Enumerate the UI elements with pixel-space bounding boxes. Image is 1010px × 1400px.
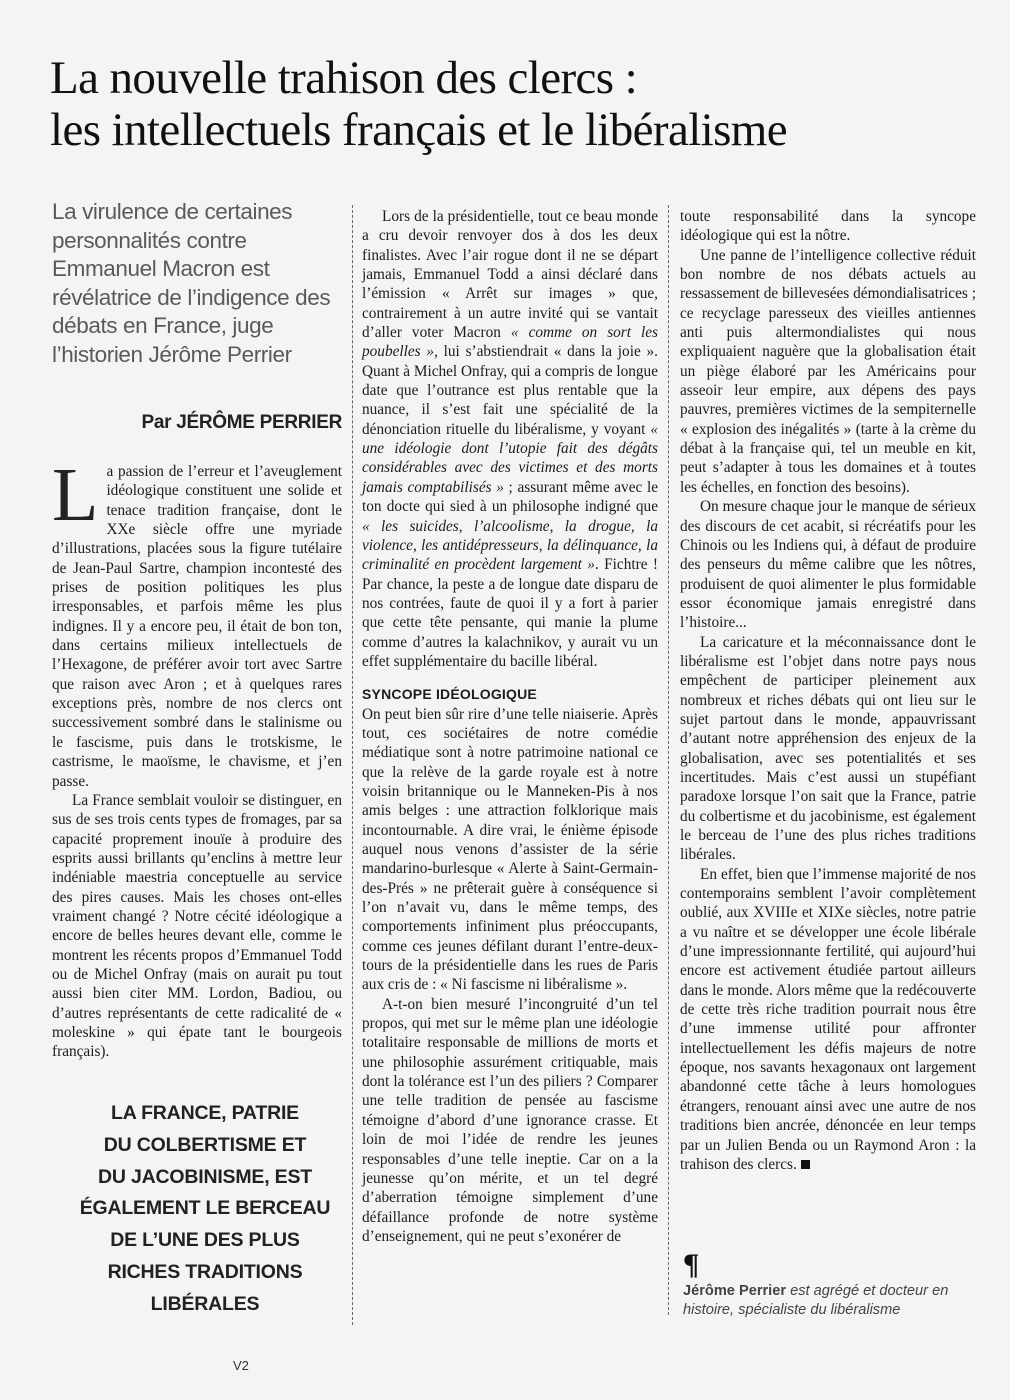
drop-cap: L — [52, 453, 99, 537]
page-number: V2 — [233, 1358, 249, 1373]
article-column-2 — [362, 207, 658, 1246]
pull-quote-line: LA FRANCE, PATRIE — [111, 1102, 299, 1124]
pull-quote — [60, 1098, 350, 1321]
pilcrow-icon: ¶ — [683, 1248, 700, 1281]
column-divider-1 — [352, 205, 353, 1325]
section-subhead: SYNCOPE IDÉOLOGIQUE — [362, 686, 537, 703]
author-bio-text: est agrégé et docteur en histoire, spécialiste du libéralisme — [683, 1283, 949, 1318]
end-of-article-mark — [801, 1160, 810, 1169]
pull-quote-line: DE L’UNE DES PLUS — [110, 1229, 300, 1252]
pull-quote-line: RICHES TRADITIONS — [107, 1260, 303, 1283]
paragraph-text: Lors de la présidentielle, tout ce beau monde a cru devoir renvoyer dos à dos les deux finalistes. Avec l’air rogue dont il ne se départ jamais, Emmanuel Todd a ainsi déclaré dans l’émission « Arrêt sur images » que, contrairement à un autre invité qui se vantait d’aller voter Macron — [362, 208, 658, 342]
headline-line-1: La nouvelle trahison des clercs : — [50, 52, 638, 104]
paragraph-text: En effet, bien que l’immense majorité de nos contemporains semblent l’avoir complètement oublié, aux XVIIIe et XIXe siècles, notre patrie a vu naître et se développer une école libérale d’une impressionnante fertilité, qui aujourd’hui encore est activement étudiée partout ailleurs dans le monde. Alors même que la redécouverte de cette très riche tradition pourrait nous être d’une immense utilité pour affronter intellectuellement les défis majeurs de notre époque, nos savants hexagonaux ont largement abandonné cette tâche à leurs homologues étrangers, renouant ainsi avec une autre de nos traditions bien ancrée, dénoncée en leur temps par un Julien Benda ou un Raymond Aron : la trahison des clercs. — [680, 865, 976, 1173]
paragraph-text: , lui s’abstiendrait « dans la joie ». Quant à Michel Onfray, qui a compris de longue date que l’outrance est plus rentable que la nuance, il s’est fait une spécialité de la dénonciation rituelle du libéralisme, y voyant — [362, 343, 658, 438]
headline — [50, 52, 980, 156]
paragraph: On mesure chaque jour le manque de sérieux des discours de cet acabit, si récréatifs pour les Chinois ou les Indiens qui, à défaut de produire des penseurs du même calibre que les nôtres, produisent de quoi alimenter le plus formidable essor économique jamais enregistré dans l’histoire... — [680, 498, 976, 632]
quote: « comme on sort les poubelles » — [362, 324, 658, 361]
paragraph: On peut bien sûr rire d’une telle niaiserie. Après tout, ces sociétaires de notre comédie médiatique sont à notre patrimoine national ce que la relève de la garde royale est à notre voisin britannique ou le Manneken-Pis à nos amis belges : une attraction folklorique mais incontournable. A dire vrai, le énième épisode auquel nous venons d’assister de la série mandarino-burlesque « Alerte à Saint-Germain-des-Prés » ne prêterait guère à conséquence si l’on n’avait vu, dans le même temps, des comportements infiniment plus préoccupants, comme ces jeunes défilant durant l’entre-deux-tours de la présidentielle dans les rues de Paris aux cris de : « Ni fascisme ni libéralisme ». — [362, 705, 658, 994]
paragraph — [362, 207, 658, 671]
pull-quote-line: DU JACOBINISME, EST — [98, 1165, 312, 1188]
article-column-1 — [52, 453, 342, 1062]
headline-line-2: les intellectuels français et le libéralisme — [50, 104, 788, 156]
paragraph-text: . Fichtre ! Par chance, la peste a de longue date disparu de nos contrées, faute de quoi il y a fort à parier que cette tête pensante, qui manie la plume comme d’autres la kalachnikov, y aurait vu un effet supplémentaire du bacille libéral. — [362, 556, 658, 670]
paragraph: La caricature et la méconnaissance dont le libéralisme est l’objet dans notre pays nous empêchent de participer pleinement aux nombreux et riches débats qui ont lieu sur le sujet partout dans le monde, appauvrissant d’autant notre appréhension des enjeux de la globalisation, avec ses potentialités et ses incertitudes. Mais c’est aussi un stupéfiant paradoxe lorsque l’on sait que la France, patrie du colbertisme et du jacobinisme, est également le berceau de l’une des plus riches traditions libérales. — [680, 633, 976, 864]
paragraph: toute responsabilité dans la syncope idéologique qui est la nôtre. — [680, 208, 976, 245]
paragraph — [680, 865, 976, 1175]
paragraph: A-t-on bien mesuré l’incongruité d’un tel propos, qui met sur le même plan une idéologie totalitaire responsable de millions de morts et une philosophie assurément critiquable, mais dont la tolérance est l’un des piliers ? Comparer une telle tradition de pensée au fascisme témoigne d’abord d’une ignorance crasse. Et loin de moi l’idée de rendre les jeunes responsables d’une telle ineptie. Car on a la jeunesse qu’on mérite, et un tel degré d’aberration témoigne simplement d’une défaillance profonde de notre système d’enseignement, qui ne peut s’exonérer de — [362, 995, 658, 1245]
byline: Par JÉRÔME PERRIER — [141, 412, 342, 433]
quote: « une idéologie dont l’utopie fait des dégâts considérables avec des victimes et des morts jamais comptabilisés » — [362, 420, 658, 496]
pull-quote-line: DU COLBERTISME ET — [103, 1133, 307, 1156]
pull-quote-line: LIBÉRALES — [150, 1292, 260, 1315]
paragraph — [52, 453, 342, 791]
author-bio — [683, 1282, 973, 1320]
standfirst: La virulence de certaines personnalités contre Emmanuel Macron est révélatrice de l’indigence des débats en France, juge l’historien Jérôme Perrier — [52, 199, 331, 367]
pull-quote-line: ÉGALEMENT LE BERCEAU — [79, 1197, 331, 1220]
paragraph-text: a passion de l’erreur et l’aveuglement idéologique constituent une solide et tenace tradition française, dont le XXe siècle offre une myriade d’illustrations, placées sous la figure tutélaire de Jean-Paul Sartre, champion incontesté des prises de position politiques les plus irresponsables, et parfois même les plus indignes. Il y a encore peu, il était de bon ton, dans certains milieux intellectuels de l’Hexagone, de préférer avoir tort avec Sartre que raison avec Aron ; et à quelques rares exceptions près, nombre de nos clercs ont successivement sombré dans le stalinisme ou le fascisme, puis dans le trotskisme, le castrisme, le maoïsme, le chavisme, et j’en passe. — [52, 463, 342, 790]
quote: « les suicides, l’alcoolisme, la drogue, la violence, les antidépresseurs, la délinquance, la criminalité en procèdent largement » — [362, 517, 658, 574]
paragraph: Une panne de l’intelligence collective réduit bon nombre de nos débats actuels au ressassement de billevesées démondialisatrices ; ce recyclage paresseux des vieilles antiennes anti puis altermondialistes qui nous expliquaient naguère que la globalisation était un piège élaboré par les Américains pour asseoir leur empire, aux dépens des pays pauvres, premières victimes de la sempiternelle « explosion des inégalités » (tarte à la crème du débat à la française qui, tel un meuble en kit, peut s’adapter à tous les domaines et à toutes les échelles, en fonction des besoins). — [680, 246, 976, 496]
column-divider-2 — [668, 205, 669, 1315]
author-name: Jérôme Perrier — [683, 1283, 787, 1299]
paragraph: La France semblait vouloir se distinguer, en sus de ses trois cents types de fromages, par sa capacité proprement inouïe à produire des esprits aussi brillants qu’enclins à mettre leur indéniable maestria conceptuelle au service des pires causes. Mais les choses ont-elles vraiment changé ? Notre cécité idéologique a encore de belles heures devant elle, comme le montrent les récents propos d’Emmanuel Todd ou de Michel Onfray (mais on aurait pu tout aussi bien citer MM. Lordon, Badiou, ou d’autres représentants de cette radicalité de « moleskine » qui épate tant le bourgeois français). — [52, 791, 342, 1061]
paragraph-text: ; assurant même avec le ton docte qui sied à un philosophe indigné que — [362, 478, 658, 516]
article-column-3 — [680, 207, 976, 1174]
